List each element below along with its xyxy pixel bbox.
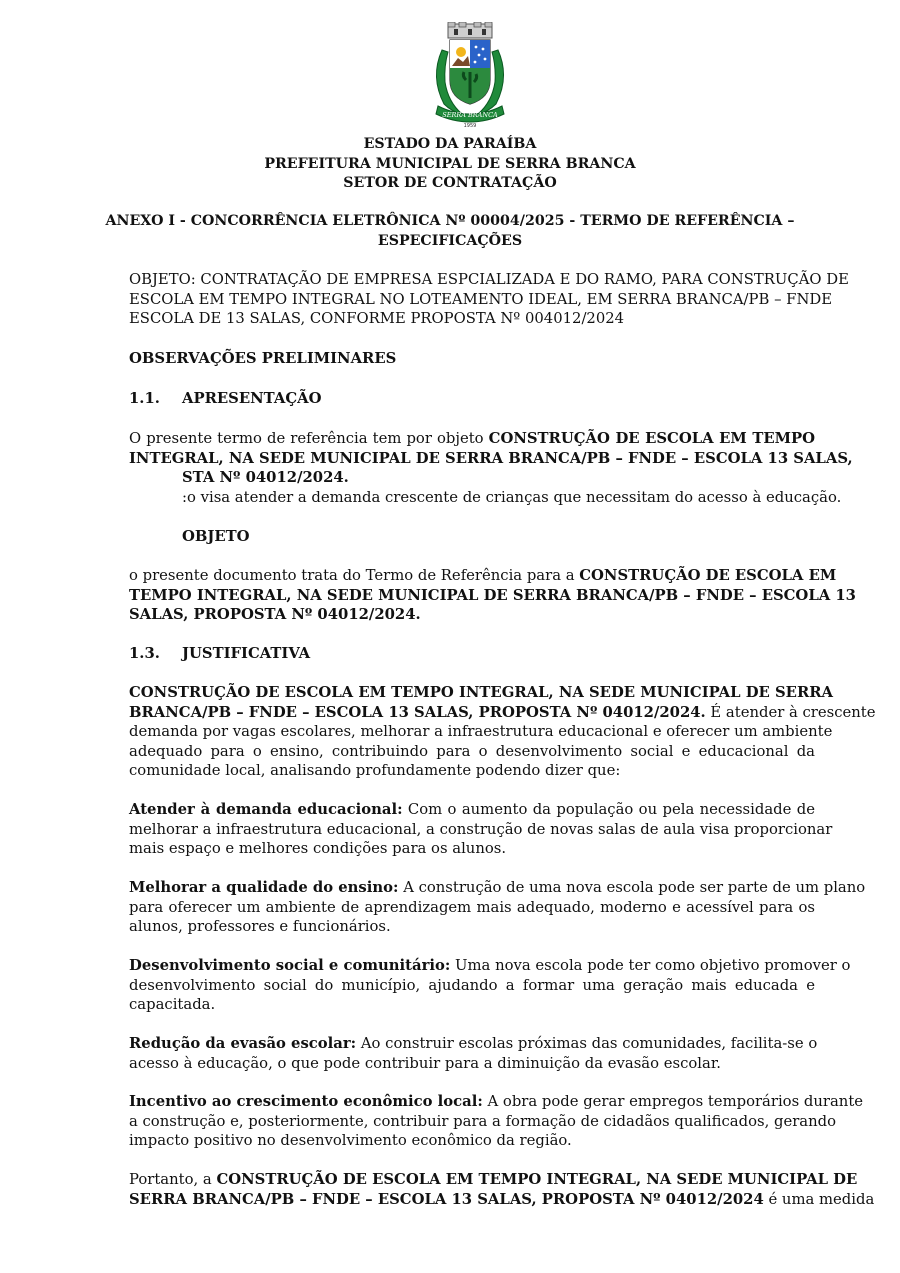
annex-title-line2: ESPECIFICAÇÕES (377, 232, 523, 249)
s13-l1-bold: CONSTRUÇÃO DE ESCOLA EM TEMPO INTEGRAL, NA SEDE MUNICIPAL DE SERRA (129, 684, 834, 701)
section-1-2-title: OBJETO (182, 528, 250, 545)
conclusion-paragraph: Portanto, a CONSTRUÇÃO DE ESCOLA EM TEMPO INTEGRAL, NA SEDE MUNICIPAL DE SERRA BRANCA/PB – FNDE – ESCOLA 13 SALAS, PROPOSTA Nº 04012/2024 é uma medida (129, 1171, 875, 1208)
objeto-paragraph (129, 270, 849, 329)
letterhead (0, 135, 900, 194)
item-desenvolvimento: Desenvolvimento social e comunitário: Uma nova escola pode ter como objetivo promover o desenvolvimento social do município, ajudando a formar uma geração mais educada e capacitada. (129, 957, 851, 1014)
s13-l2-bold: BRANCA/PB – FNDE – ESCOLA 13 SALAS, PROPOSTA Nº 04012/2024. (129, 703, 706, 721)
section-1-1-number: 1.1. (129, 390, 160, 407)
s11-l1-bold: CONSTRUÇÃO DE ESCOLA EM TEMPO (488, 430, 816, 447)
s13-l4: adequado para o ensino, contribuindo para o desenvolvimento social e educacional da (129, 742, 815, 760)
section-1-3-title: JUSTIFICATIVA (182, 645, 311, 662)
s13-l2-text: É atender à crescente (705, 703, 876, 721)
section-1-1-title: APRESENTAÇÃO (182, 390, 322, 407)
objeto-line2: ESCOLA EM TEMPO INTEGRAL NO LOTEAMENTO IDEAL, EM SERRA BRANCA/PB – FNDE (129, 290, 833, 308)
s11-l4: :o visa atender a demanda crescente de crianças que necessitam do acesso à educação. (182, 489, 842, 506)
section-1-3-number: 1.3. (129, 645, 160, 662)
s11-l2-bold: INTEGRAL, NA SEDE MUNICIPAL DE SERRA BRANCA/PB – FNDE – ESCOLA 13 SALAS, (129, 449, 853, 467)
municipal-crest-logo (428, 22, 512, 128)
s12-l2-bold: TEMPO INTEGRAL, NA SEDE MUNICIPAL DE SERRA BRANCA/PB – FNDE – ESCOLA 13 (129, 586, 856, 604)
s12-l1-text: o presente documento trata do Termo de Referência para a (129, 567, 580, 584)
section-1-1-paragraph (129, 429, 853, 468)
section-1-2-paragraph (129, 566, 856, 625)
s12-l1-bold: CONSTRUÇÃO DE ESCOLA EM (579, 567, 837, 584)
section-1-3-paragraph (129, 683, 876, 781)
s12-l3-bold: SALAS, PROPOSTA Nº 04012/2024. (129, 606, 421, 624)
prelim-heading: OBSERVAÇÕES PRELIMINARES (129, 350, 397, 367)
crest-banner-text: SERRA BRANCA (442, 111, 498, 119)
s11-l1-text: O presente termo de referência tem por objeto (129, 430, 489, 447)
objeto-line1: OBJETO: CONTRATAÇÃO DE EMPRESA ESPCIALIZADA E DO RAMO, PARA CONSTRUÇÃO DE (129, 271, 849, 288)
crest-year: 1959 (463, 123, 477, 128)
annex-title (0, 212, 900, 251)
header-prefeitura: PREFEITURA MUNICIPAL DE SERRA BRANCA (264, 155, 636, 172)
item-demanda: Atender à demanda educacional: Com o aumento da população ou pela necessidade de melhorar a infraestrutura educacional, a construção de novas salas de aula visa proporcionar mais espaço e melhores condições para os alunos. (129, 801, 833, 858)
annex-title-line1: ANEXO I - CONCORRÊNCIA ELETRÔNICA Nº 00004/2025 - TERMO DE REFERÊNCIA – (105, 213, 795, 229)
item-qualidade: Melhorar a qualidade do ensino: A construção de uma nova escola pode ser parte de um plano para oferecer um ambiente de aprendizagem mais adequado, moderno e acessível para os alunos, professores e funcionários. (129, 879, 866, 936)
s13-l3: demanda por vagas escolares, melhorar a infraestrutura educacional e oferecer um ambiente (129, 723, 833, 741)
header-setor: SETOR DE CONTRATAÇÃO (343, 175, 557, 191)
header-state: ESTADO DA PARAÍBA (363, 136, 537, 152)
item-evasao: Redução da evasão escolar: Ao construir escolas próximas das comunidades, facilita-se o acesso à educação, o que pode contribuir para a diminuição da evasão escolar. (129, 1035, 818, 1072)
s13-l5: comunidade local, analisando profundamente podendo dizer que: (129, 762, 621, 780)
objeto-line3: ESCOLA DE 13 SALAS, CONFORME PROPOSTA Nº 004012/2024 (129, 310, 625, 328)
item-incentivo: Incentivo ao crescimento econômico local: A obra pode gerar empregos temporários durante a construção e, posteriormente, contribuir para a formação de cidadãos qualificados, gerando impacto positivo no desenvolvimento econômico da região. (129, 1093, 864, 1150)
s11-l3-bold: STA Nº 04012/2024. (182, 469, 349, 486)
